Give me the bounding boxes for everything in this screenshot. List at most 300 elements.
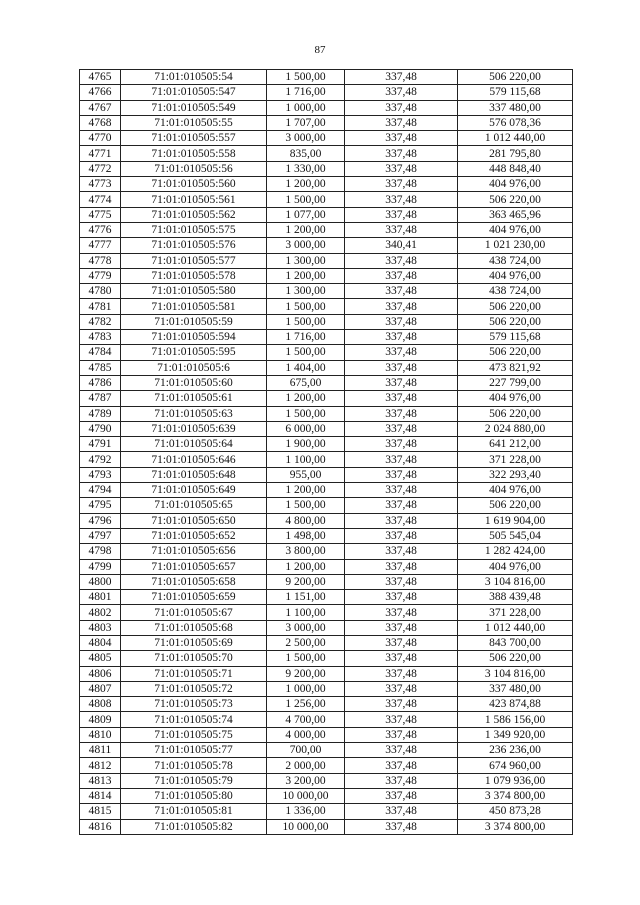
cadastral-number-cell: 71:01:010505:79	[121, 773, 267, 788]
cadastral-number-cell: 71:01:010505:577	[121, 253, 267, 268]
row-number-cell: 4792	[80, 452, 121, 467]
rate-cell: 337,48	[345, 268, 458, 283]
rate-cell: 337,48	[345, 115, 458, 130]
area-cell: 1 100,00	[267, 452, 345, 467]
area-cell: 1 500,00	[267, 498, 345, 513]
area-cell: 1 716,00	[267, 85, 345, 100]
area-cell: 4 800,00	[267, 513, 345, 528]
value-cell: 448 848,40	[458, 161, 573, 176]
table-row	[80, 161, 573, 176]
value-cell: 1 012 440,00	[458, 131, 573, 146]
row-number-cell: 4778	[80, 253, 121, 268]
rate-cell: 337,48	[345, 437, 458, 452]
area-cell: 835,00	[267, 146, 345, 161]
row-number-cell: 4810	[80, 727, 121, 742]
area-cell: 1 000,00	[267, 681, 345, 696]
row-number-cell: 4802	[80, 605, 121, 620]
area-cell: 1 200,00	[267, 483, 345, 498]
table-row	[80, 85, 573, 100]
cadastral-number-cell: 71:01:010505:54	[121, 70, 267, 85]
value-cell: 438 724,00	[458, 284, 573, 299]
value-cell: 506 220,00	[458, 345, 573, 360]
area-cell: 1 500,00	[267, 314, 345, 329]
area-cell: 1 498,00	[267, 528, 345, 543]
table-row	[80, 115, 573, 130]
value-cell: 2 024 880,00	[458, 421, 573, 436]
table-row	[80, 375, 573, 390]
table-row	[80, 620, 573, 635]
area-cell: 3 000,00	[267, 238, 345, 253]
area-cell: 1 900,00	[267, 437, 345, 452]
row-number-cell: 4816	[80, 819, 121, 834]
rate-cell: 337,48	[345, 192, 458, 207]
area-cell: 1 500,00	[267, 345, 345, 360]
row-number-cell: 4766	[80, 85, 121, 100]
rate-cell: 337,48	[345, 681, 458, 696]
area-cell: 1 500,00	[267, 192, 345, 207]
row-number-cell: 4786	[80, 375, 121, 390]
cadastral-number-cell: 71:01:010505:639	[121, 421, 267, 436]
value-cell: 506 220,00	[458, 651, 573, 666]
rate-cell: 337,48	[345, 712, 458, 727]
cadastral-number-cell: 71:01:010505:561	[121, 192, 267, 207]
cadastral-number-cell: 71:01:010505:71	[121, 666, 267, 681]
row-number-cell: 4812	[80, 758, 121, 773]
cadastral-number-cell: 71:01:010505:594	[121, 330, 267, 345]
row-number-cell: 4775	[80, 207, 121, 222]
row-number-cell: 4780	[80, 284, 121, 299]
cadastral-number-cell: 71:01:010505:63	[121, 406, 267, 421]
table-row	[80, 605, 573, 620]
cadastral-number-cell: 71:01:010505:658	[121, 574, 267, 589]
cadastral-number-cell: 71:01:010505:80	[121, 788, 267, 803]
rate-cell: 337,48	[345, 222, 458, 237]
table-row	[80, 299, 573, 314]
value-cell: 579 115,68	[458, 85, 573, 100]
rate-cell: 337,48	[345, 360, 458, 375]
area-cell: 4 000,00	[267, 727, 345, 742]
area-cell: 1 500,00	[267, 651, 345, 666]
row-number-cell: 4781	[80, 299, 121, 314]
cadastral-number-cell: 71:01:010505:558	[121, 146, 267, 161]
row-number-cell: 4800	[80, 574, 121, 589]
cadastral-number-cell: 71:01:010505:557	[121, 131, 267, 146]
table-row	[80, 758, 573, 773]
value-cell: 674 960,00	[458, 758, 573, 773]
rate-cell: 337,48	[345, 452, 458, 467]
value-cell: 1 586 156,00	[458, 712, 573, 727]
cadastral-number-cell: 71:01:010505:580	[121, 284, 267, 299]
table-row	[80, 467, 573, 482]
cadastral-number-cell: 71:01:010505:581	[121, 299, 267, 314]
area-cell: 4 700,00	[267, 712, 345, 727]
table-row	[80, 727, 573, 742]
value-cell: 404 976,00	[458, 268, 573, 283]
row-number-cell: 4807	[80, 681, 121, 696]
cadastral-number-cell: 71:01:010505:547	[121, 85, 267, 100]
cadastral-number-cell: 71:01:010505:70	[121, 651, 267, 666]
cadastral-number-cell: 71:01:010505:68	[121, 620, 267, 635]
value-cell: 404 976,00	[458, 222, 573, 237]
table-row	[80, 788, 573, 803]
value-cell: 1 079 936,00	[458, 773, 573, 788]
rate-cell: 337,48	[345, 299, 458, 314]
row-number-cell: 4793	[80, 467, 121, 482]
value-cell: 641 212,00	[458, 437, 573, 452]
row-number-cell: 4770	[80, 131, 121, 146]
area-cell: 955,00	[267, 467, 345, 482]
row-number-cell: 4799	[80, 559, 121, 574]
row-number-cell: 4796	[80, 513, 121, 528]
rate-cell: 337,48	[345, 620, 458, 635]
cadastral-number-cell: 71:01:010505:67	[121, 605, 267, 620]
rate-cell: 337,48	[345, 406, 458, 421]
rate-cell: 337,48	[345, 85, 458, 100]
rate-cell: 337,48	[345, 605, 458, 620]
table-row	[80, 437, 573, 452]
area-cell: 1 336,00	[267, 804, 345, 819]
row-number-cell: 4771	[80, 146, 121, 161]
table-row	[80, 146, 573, 161]
value-cell: 281 795,80	[458, 146, 573, 161]
cadastral-number-cell: 71:01:010505:562	[121, 207, 267, 222]
area-cell: 1 200,00	[267, 177, 345, 192]
area-cell: 1 077,00	[267, 207, 345, 222]
table-row	[80, 819, 573, 834]
row-number-cell: 4777	[80, 238, 121, 253]
value-cell: 576 078,36	[458, 115, 573, 130]
area-cell: 3 000,00	[267, 620, 345, 635]
cadastral-number-cell: 71:01:010505:650	[121, 513, 267, 528]
area-cell: 1 300,00	[267, 253, 345, 268]
area-cell: 1 500,00	[267, 299, 345, 314]
value-cell: 506 220,00	[458, 314, 573, 329]
rate-cell: 337,48	[345, 544, 458, 559]
cadastral-number-cell: 71:01:010505:59	[121, 314, 267, 329]
rate-cell: 337,48	[345, 559, 458, 574]
area-cell: 3 000,00	[267, 131, 345, 146]
table-row	[80, 360, 573, 375]
rate-cell: 337,48	[345, 131, 458, 146]
rate-cell: 337,48	[345, 574, 458, 589]
table-row	[80, 559, 573, 574]
cadastral-number-cell: 71:01:010505:648	[121, 467, 267, 482]
area-cell: 1 404,00	[267, 360, 345, 375]
row-number-cell: 4783	[80, 330, 121, 345]
cadastral-number-cell: 71:01:010505:549	[121, 100, 267, 115]
cadastral-number-cell: 71:01:010505:646	[121, 452, 267, 467]
rate-cell: 337,48	[345, 773, 458, 788]
value-cell: 3 104 816,00	[458, 574, 573, 589]
row-number-cell: 4815	[80, 804, 121, 819]
rate-cell: 337,48	[345, 70, 458, 85]
table-row	[80, 421, 573, 436]
table-row	[80, 590, 573, 605]
rate-cell: 337,48	[345, 788, 458, 803]
value-cell: 404 976,00	[458, 559, 573, 574]
cadastral-number-cell: 71:01:010505:657	[121, 559, 267, 574]
value-cell: 236 236,00	[458, 743, 573, 758]
area-cell: 1 707,00	[267, 115, 345, 130]
value-cell: 506 220,00	[458, 70, 573, 85]
rate-cell: 337,48	[345, 146, 458, 161]
row-number-cell: 4794	[80, 483, 121, 498]
area-cell: 1 200,00	[267, 391, 345, 406]
rate-cell: 340,41	[345, 238, 458, 253]
area-cell: 700,00	[267, 743, 345, 758]
row-number-cell: 4798	[80, 544, 121, 559]
row-number-cell: 4782	[80, 314, 121, 329]
area-cell: 10 000,00	[267, 788, 345, 803]
table-row	[80, 345, 573, 360]
value-cell: 506 220,00	[458, 406, 573, 421]
area-cell: 1 200,00	[267, 268, 345, 283]
area-cell: 3 200,00	[267, 773, 345, 788]
value-cell: 388 439,48	[458, 590, 573, 605]
rate-cell: 337,48	[345, 819, 458, 834]
cadastral-number-cell: 71:01:010505:560	[121, 177, 267, 192]
area-cell: 9 200,00	[267, 666, 345, 681]
area-cell: 1 200,00	[267, 559, 345, 574]
rate-cell: 337,48	[345, 513, 458, 528]
cadastral-number-cell: 71:01:010505:69	[121, 635, 267, 650]
table-row	[80, 70, 573, 85]
table-row	[80, 681, 573, 696]
cadastral-number-cell: 71:01:010505:82	[121, 819, 267, 834]
rate-cell: 337,48	[345, 253, 458, 268]
value-cell: 337 480,00	[458, 100, 573, 115]
table-row	[80, 513, 573, 528]
cadastral-number-cell: 71:01:010505:578	[121, 268, 267, 283]
area-cell: 1 500,00	[267, 406, 345, 421]
row-number-cell: 4801	[80, 590, 121, 605]
value-cell: 371 228,00	[458, 452, 573, 467]
row-number-cell: 4811	[80, 743, 121, 758]
row-number-cell: 4803	[80, 620, 121, 635]
table-row	[80, 666, 573, 681]
rate-cell: 337,48	[345, 635, 458, 650]
table-row	[80, 651, 573, 666]
table-row	[80, 314, 573, 329]
rate-cell: 337,48	[345, 391, 458, 406]
area-cell: 1 000,00	[267, 100, 345, 115]
rate-cell: 337,48	[345, 177, 458, 192]
area-cell: 1 500,00	[267, 70, 345, 85]
table-row	[80, 697, 573, 712]
value-cell: 473 821,92	[458, 360, 573, 375]
area-cell: 1 200,00	[267, 222, 345, 237]
area-cell: 1 300,00	[267, 284, 345, 299]
value-cell: 506 220,00	[458, 498, 573, 513]
rate-cell: 337,48	[345, 727, 458, 742]
cadastral-number-cell: 71:01:010505:81	[121, 804, 267, 819]
cadastral-number-cell: 71:01:010505:75	[121, 727, 267, 742]
value-cell: 1 349 920,00	[458, 727, 573, 742]
table-row	[80, 391, 573, 406]
rate-cell: 337,48	[345, 651, 458, 666]
value-cell: 404 976,00	[458, 177, 573, 192]
cadastral-number-cell: 71:01:010505:78	[121, 758, 267, 773]
area-cell: 1 330,00	[267, 161, 345, 176]
table-row	[80, 483, 573, 498]
rate-cell: 337,48	[345, 528, 458, 543]
table-row	[80, 773, 573, 788]
value-cell: 505 545,04	[458, 528, 573, 543]
cadastral-number-cell: 71:01:010505:595	[121, 345, 267, 360]
row-number-cell: 4768	[80, 115, 121, 130]
page-number: 87	[314, 44, 326, 56]
table-row	[80, 284, 573, 299]
row-number-cell: 4791	[80, 437, 121, 452]
table-row	[80, 452, 573, 467]
rate-cell: 337,48	[345, 161, 458, 176]
cadastral-number-cell: 71:01:010505:64	[121, 437, 267, 452]
row-number-cell: 4808	[80, 697, 121, 712]
row-number-cell: 4765	[80, 70, 121, 85]
cadastral-number-cell: 71:01:010505:652	[121, 528, 267, 543]
value-cell: 506 220,00	[458, 192, 573, 207]
row-number-cell: 4814	[80, 788, 121, 803]
cadastral-number-cell: 71:01:010505:575	[121, 222, 267, 237]
row-number-cell: 4797	[80, 528, 121, 543]
rate-cell: 337,48	[345, 483, 458, 498]
cadastral-number-cell: 71:01:010505:656	[121, 544, 267, 559]
row-number-cell: 4773	[80, 177, 121, 192]
row-number-cell: 4774	[80, 192, 121, 207]
rate-cell: 337,48	[345, 758, 458, 773]
table-row	[80, 192, 573, 207]
row-number-cell: 4772	[80, 161, 121, 176]
area-cell: 3 800,00	[267, 544, 345, 559]
rate-cell: 337,48	[345, 330, 458, 345]
table-row	[80, 268, 573, 283]
rate-cell: 337,48	[345, 666, 458, 681]
table-row	[80, 498, 573, 513]
row-number-cell: 4809	[80, 712, 121, 727]
cadastral-number-cell: 71:01:010505:6	[121, 360, 267, 375]
cadastral-number-cell: 71:01:010505:60	[121, 375, 267, 390]
value-cell: 1 619 904,00	[458, 513, 573, 528]
rate-cell: 337,48	[345, 345, 458, 360]
row-number-cell: 4789	[80, 406, 121, 421]
cadastral-number-cell: 71:01:010505:649	[121, 483, 267, 498]
value-cell: 3 374 800,00	[458, 788, 573, 803]
rate-cell: 337,48	[345, 467, 458, 482]
area-cell: 675,00	[267, 375, 345, 390]
value-cell: 404 976,00	[458, 391, 573, 406]
row-number-cell: 4785	[80, 360, 121, 375]
row-number-cell: 4806	[80, 666, 121, 681]
table-row	[80, 238, 573, 253]
area-cell: 9 200,00	[267, 574, 345, 589]
value-cell: 371 228,00	[458, 605, 573, 620]
row-number-cell: 4776	[80, 222, 121, 237]
table-row	[80, 253, 573, 268]
table-row	[80, 528, 573, 543]
rate-cell: 337,48	[345, 314, 458, 329]
row-number-cell: 4784	[80, 345, 121, 360]
cadastral-number-cell: 71:01:010505:659	[121, 590, 267, 605]
table-row	[80, 222, 573, 237]
table-row	[80, 131, 573, 146]
row-number-cell: 4779	[80, 268, 121, 283]
rate-cell: 337,48	[345, 590, 458, 605]
area-cell: 6 000,00	[267, 421, 345, 436]
row-number-cell: 4795	[80, 498, 121, 513]
area-cell: 1 151,00	[267, 590, 345, 605]
table-row	[80, 574, 573, 589]
table-row	[80, 330, 573, 345]
value-cell: 579 115,68	[458, 330, 573, 345]
rate-cell: 337,48	[345, 375, 458, 390]
table-row	[80, 100, 573, 115]
row-number-cell: 4804	[80, 635, 121, 650]
cadastral-number-cell: 71:01:010505:77	[121, 743, 267, 758]
rate-cell: 337,48	[345, 100, 458, 115]
value-cell: 337 480,00	[458, 681, 573, 696]
row-number-cell: 4805	[80, 651, 121, 666]
row-number-cell: 4813	[80, 773, 121, 788]
area-cell: 2 000,00	[267, 758, 345, 773]
table-row	[80, 635, 573, 650]
value-cell: 450 873,28	[458, 804, 573, 819]
rate-cell: 337,48	[345, 804, 458, 819]
rate-cell: 337,48	[345, 421, 458, 436]
rate-cell: 337,48	[345, 743, 458, 758]
value-cell: 843 700,00	[458, 635, 573, 650]
table-row	[80, 406, 573, 421]
value-cell: 227 799,00	[458, 375, 573, 390]
table-row	[80, 177, 573, 192]
rate-cell: 337,48	[345, 498, 458, 513]
value-cell: 1 021 230,00	[458, 238, 573, 253]
cadastral-number-cell: 71:01:010505:65	[121, 498, 267, 513]
table-row	[80, 804, 573, 819]
area-cell: 1 716,00	[267, 330, 345, 345]
row-number-cell: 4787	[80, 391, 121, 406]
area-cell: 2 500,00	[267, 635, 345, 650]
row-number-cell: 4790	[80, 421, 121, 436]
row-number-cell: 4767	[80, 100, 121, 115]
value-cell: 1 012 440,00	[458, 620, 573, 635]
cadastral-number-cell: 71:01:010505:73	[121, 697, 267, 712]
area-cell: 1 256,00	[267, 697, 345, 712]
registry-table-body	[80, 70, 573, 835]
area-cell: 10 000,00	[267, 819, 345, 834]
value-cell: 506 220,00	[458, 299, 573, 314]
table-row	[80, 743, 573, 758]
value-cell: 438 724,00	[458, 253, 573, 268]
cadastral-number-cell: 71:01:010505:72	[121, 681, 267, 696]
cadastral-number-cell: 71:01:010505:61	[121, 391, 267, 406]
table-row	[80, 207, 573, 222]
area-cell: 1 100,00	[267, 605, 345, 620]
value-cell: 3 374 800,00	[458, 819, 573, 834]
rate-cell: 337,48	[345, 284, 458, 299]
rate-cell: 337,48	[345, 207, 458, 222]
value-cell: 423 874,88	[458, 697, 573, 712]
value-cell: 363 465,96	[458, 207, 573, 222]
value-cell: 1 282 424,00	[458, 544, 573, 559]
cadastral-number-cell: 71:01:010505:55	[121, 115, 267, 130]
value-cell: 404 976,00	[458, 483, 573, 498]
value-cell: 3 104 816,00	[458, 666, 573, 681]
rate-cell: 337,48	[345, 697, 458, 712]
cadastral-number-cell: 71:01:010505:74	[121, 712, 267, 727]
table-row	[80, 544, 573, 559]
cadastral-number-cell: 71:01:010505:56	[121, 161, 267, 176]
land-registry-table	[79, 69, 573, 835]
